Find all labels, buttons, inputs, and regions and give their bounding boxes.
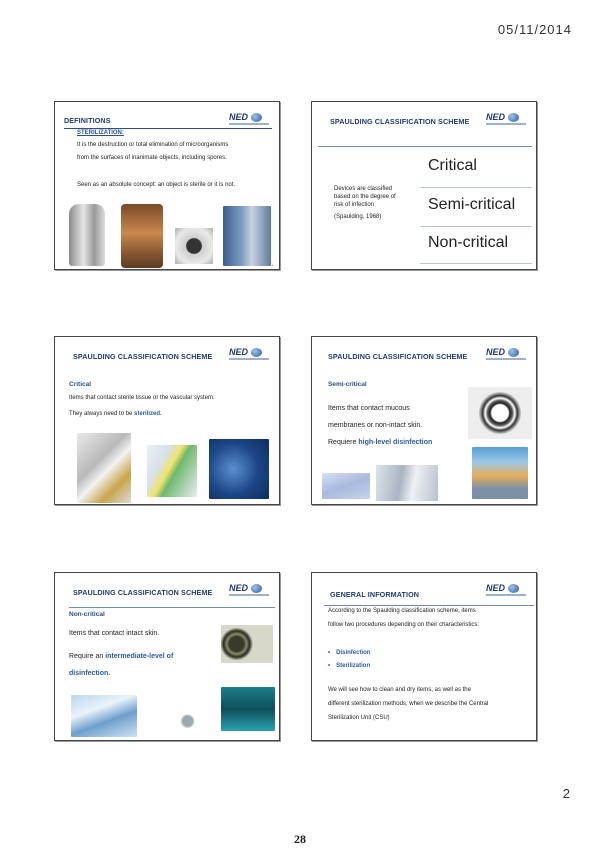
ned-logo: NED bbox=[229, 347, 269, 365]
non-critical-line-1: Items that contact intact skin. bbox=[69, 630, 160, 637]
thermometers-photo bbox=[71, 695, 137, 737]
vintage-autoclave-photo bbox=[121, 204, 163, 268]
classification-text-1: Devices are classified bbox=[334, 186, 393, 192]
slide-semi-critical bbox=[311, 336, 537, 505]
info-line-2: follow two procedures depending on their characteristics: bbox=[328, 622, 480, 628]
globe-icon bbox=[508, 584, 519, 593]
sheet-number: 28 bbox=[294, 832, 306, 846]
critical-line-2: They always need to be sterilized. bbox=[69, 411, 162, 417]
semi-critical-line-2: membranes or non-intact skin. bbox=[328, 422, 423, 429]
globe-icon bbox=[251, 584, 262, 593]
intermediate-highlight: intermediate-level of bbox=[105, 653, 174, 660]
closing-line-2: different sterilization methods, when we describe the Central bbox=[328, 701, 489, 707]
speculum-photo bbox=[376, 465, 438, 501]
slide-title: SPAULDING CLASSIFICATION SCHEME bbox=[73, 352, 213, 361]
page-number: 2 bbox=[562, 786, 570, 801]
catheter-photo bbox=[209, 439, 269, 499]
globe-icon bbox=[508, 348, 519, 357]
slide-spaulding-overview bbox=[311, 101, 537, 270]
slide-number: 1 bbox=[271, 262, 274, 267]
globe-icon bbox=[508, 113, 519, 122]
semi-critical-line-3: Requiere high-level disinfection bbox=[328, 439, 433, 446]
slide-title: SPAULDING CLASSIFICATION SCHEME bbox=[330, 117, 470, 126]
classification-text-2: based on the degree of bbox=[334, 194, 396, 200]
endoscope-photo bbox=[468, 387, 532, 439]
slide-non-critical bbox=[54, 572, 280, 741]
page-date: 05/11/2014 bbox=[497, 22, 572, 37]
slide-critical bbox=[54, 336, 280, 505]
closing-line-3: Sterilization Unit (CSU) bbox=[328, 715, 390, 721]
classification-text-3: risk of infection bbox=[334, 202, 375, 208]
ned-logo: NED bbox=[486, 112, 526, 130]
ned-logo: NED bbox=[229, 583, 269, 601]
non-critical-line-3: disinfection. bbox=[69, 670, 111, 677]
sterilization-room-photo bbox=[223, 206, 271, 266]
needles-photo bbox=[147, 445, 197, 497]
slide-subheading: STERILIZATION: bbox=[77, 130, 124, 136]
bp-cuffs-photo bbox=[221, 625, 273, 663]
semi-critical-line-1: Items that contact mucous bbox=[328, 405, 410, 412]
procedure-list bbox=[328, 650, 370, 676]
definition-line-2: from the surfaces of inanimate objects, including spores. bbox=[77, 155, 227, 161]
slide-title: GENERAL INFORMATION bbox=[330, 590, 420, 599]
slide-title: SPAULDING CLASSIFICATION SCHEME bbox=[73, 588, 213, 597]
bullet-sterilization: • Sterilization bbox=[328, 663, 370, 669]
bp-cuff-photo bbox=[221, 687, 275, 731]
sterilizer-photo bbox=[175, 228, 213, 264]
slide-subheading: Semi-critical bbox=[328, 381, 367, 388]
sterilized-highlight: sterilized. bbox=[134, 411, 162, 417]
globe-icon bbox=[251, 113, 262, 122]
high-level-highlight: high-level disinfection bbox=[358, 439, 433, 446]
definition-line-3: Seen as an absolute concept: an object is sterile or it is not. bbox=[77, 182, 236, 188]
autoclave-photo bbox=[69, 204, 105, 266]
slide-subheading: Non-critical bbox=[69, 611, 105, 618]
laryngeal-mask-photo bbox=[322, 473, 370, 499]
surgical-instruments-photo bbox=[77, 433, 131, 503]
citation: (Spaulding, 1968) bbox=[334, 214, 382, 220]
slide-title: DEFINITIONS bbox=[64, 116, 111, 125]
level-non-critical: Non-critical bbox=[428, 234, 509, 251]
slide-general-information bbox=[311, 572, 537, 741]
slide-title: SPAULDING CLASSIFICATION SCHEME bbox=[328, 352, 468, 361]
level-critical: Critical bbox=[428, 157, 477, 174]
level-semi-critical: Semi-critical bbox=[428, 196, 516, 213]
non-critical-line-2: Require an intermediate-level of bbox=[69, 653, 174, 660]
ned-logo: NED bbox=[486, 583, 526, 601]
ned-logo: NED bbox=[229, 112, 269, 130]
closing-line-1: We will see how to clean and dry items, as well as the bbox=[328, 687, 471, 693]
stethoscope-photo bbox=[147, 689, 205, 735]
info-line-1: According to the Spaulding classification scheme, items bbox=[328, 608, 476, 614]
slide-subheading: Critical bbox=[69, 381, 92, 388]
critical-line-1: Items that contact sterile tissue or the vascular system. bbox=[69, 395, 215, 401]
ned-logo: NED bbox=[486, 347, 526, 365]
laryngoscope-photo bbox=[472, 447, 528, 499]
slide-definitions bbox=[54, 101, 280, 270]
bullet-disinfection: • Disinfection bbox=[328, 650, 370, 656]
definition-line-1: It is the destruction or total elimination of microorganisms bbox=[77, 142, 229, 148]
globe-icon bbox=[251, 348, 262, 357]
